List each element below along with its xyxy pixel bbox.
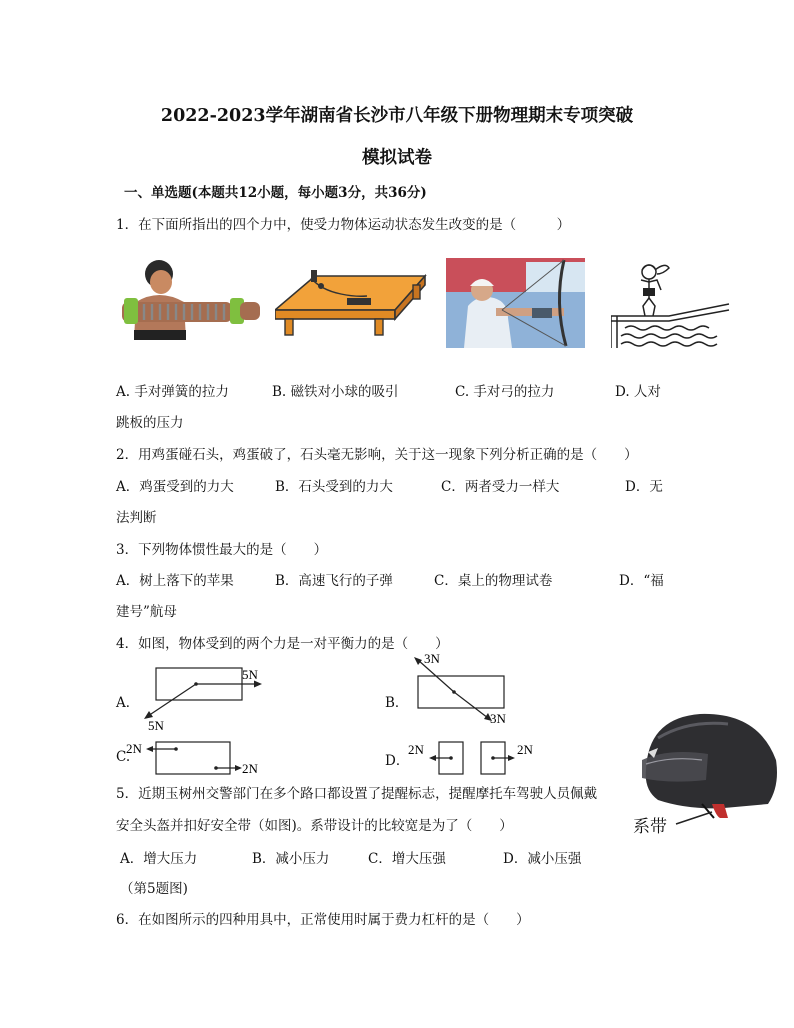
q4c-force-label-left: 2N bbox=[126, 741, 142, 756]
q1-figure-diver bbox=[611, 258, 731, 348]
q1-option-b: B. 磁铁对小球的吸引 bbox=[272, 384, 399, 400]
q5-option-d: D．减小压强 bbox=[503, 851, 582, 867]
q4d-force-label-right: 2N bbox=[517, 742, 533, 757]
q4-figure-c bbox=[124, 736, 274, 780]
q4c-force-label-right: 2N bbox=[242, 761, 258, 776]
q4a-force-label-left: 5N bbox=[148, 718, 164, 732]
q4b-force-label-bottom: 3N bbox=[490, 711, 506, 726]
q5-option-a: A．增大压力 bbox=[120, 851, 198, 867]
q3-option-d: D．“福 bbox=[619, 573, 664, 589]
q1-option-a: A. 手对弹簧的拉力 bbox=[116, 384, 229, 400]
q5-stem-line1: 5．近期玉树州交警部门在多个路口都设置了提醒标志，提醒摩托车驾驶人员佩戴 bbox=[116, 786, 598, 802]
q2-stem: 2．用鸡蛋碰石头，鸡蛋破了，石头毫无影响，关于这一现象下列分析正确的是（ ） bbox=[116, 447, 638, 463]
q2-option-b: B．石头受到的力大 bbox=[275, 479, 393, 495]
q3-option-b: B．高速飞行的子弹 bbox=[275, 573, 393, 589]
page-title: 2022-2023学年湖南省长沙市八年级下册物理期末专项突破 bbox=[160, 106, 634, 126]
q1-figure-spring-man bbox=[114, 258, 266, 340]
q1-option-d-cont: 跳板的压力 bbox=[116, 415, 184, 431]
q2-option-c: C．两者受力一样大 bbox=[441, 479, 560, 495]
q3-option-d-cont: 建号”航母 bbox=[116, 604, 177, 620]
q1-figure-archer bbox=[446, 258, 585, 348]
q4-label-c: C. bbox=[116, 749, 131, 765]
q5-option-b: B．减小压力 bbox=[252, 851, 330, 867]
q5-figure-caption: （第5题图) bbox=[120, 881, 188, 897]
q2-option-d-cont: 法判断 bbox=[116, 510, 157, 526]
q2-option-d: D．无 bbox=[625, 479, 663, 495]
q4d-force-label-left: 2N bbox=[408, 742, 424, 757]
q5-helmet-strap-label: 系带 bbox=[633, 817, 667, 837]
q3-option-c: C．桌上的物理试卷 bbox=[434, 573, 553, 589]
q5-option-c: C．增大压强 bbox=[368, 851, 446, 867]
q4-figure-a bbox=[136, 660, 276, 732]
q2-option-a: A．鸡蛋受到的力大 bbox=[116, 479, 234, 495]
page-subtitle: 模拟试卷 bbox=[362, 148, 432, 168]
q4-label-b: B． bbox=[385, 695, 409, 711]
q4a-force-label-right: 5N bbox=[242, 667, 258, 682]
q3-stem: 3．下列物体惯性最大的是（ ） bbox=[116, 542, 328, 558]
q1-figure-magnet-table bbox=[275, 266, 430, 336]
q4-label-a: A． bbox=[116, 695, 140, 711]
q5-stem-line2: 安全头盔并扣好安全带（如图)。系带设计的比较宽是为了（ ） bbox=[116, 818, 513, 834]
q4-label-d: D． bbox=[385, 753, 410, 769]
q1-stem: 1．在下面所指出的四个力中，使受力物体运动状态发生改变的是（ ） bbox=[116, 217, 571, 233]
section-heading: 一、单选题(本题共12小题，每小题3分，共36分) bbox=[124, 185, 427, 201]
q4b-force-label-top: 3N bbox=[424, 651, 440, 666]
q6-stem: 6．在如图所示的四种用具中，正常使用时属于费力杠杆的是（ ） bbox=[116, 912, 530, 928]
q3-option-a: A．树上落下的苹果 bbox=[116, 573, 234, 589]
q1-option-d: D. 人对 bbox=[615, 384, 661, 400]
q4-figure-d bbox=[405, 736, 550, 780]
q4-figure-b bbox=[404, 648, 524, 730]
q1-option-c: C. 手对弓的拉力 bbox=[455, 384, 555, 400]
q4-stem: 4．如图，物体受到的两个力是一对平衡力的是（ ） bbox=[116, 636, 449, 652]
